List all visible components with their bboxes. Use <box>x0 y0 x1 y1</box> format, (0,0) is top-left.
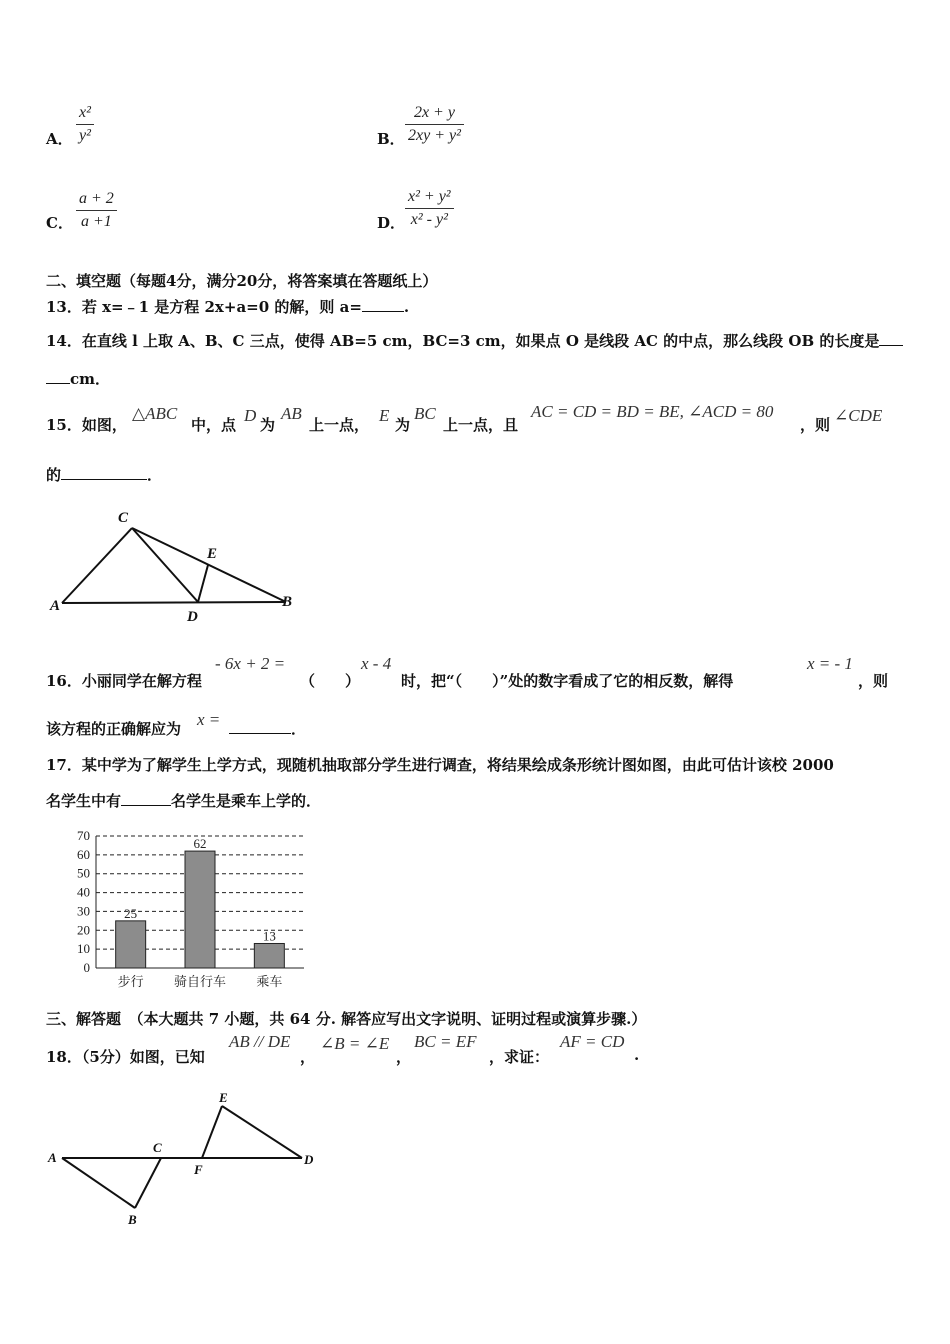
q15-answer-blank[interactable] <box>61 478 147 480</box>
option-d-numerator: x² + y² <box>405 188 454 209</box>
fig2-label-f: F <box>194 1162 203 1177</box>
y-tick-label-60: 60 <box>77 846 90 862</box>
q18-condition-2: ∠B = ∠E <box>320 1034 390 1053</box>
q16-line2-end <box>229 718 306 739</box>
q18-p1: 18．（5分）如图，已知 <box>46 1048 205 1066</box>
bar-2 <box>185 851 215 968</box>
fig1-label-b: B <box>282 594 293 610</box>
option-b-numerator: 2x + y <box>405 104 464 125</box>
option-b-label: B． <box>377 130 405 148</box>
q17-line2a: 名学生中有 <box>46 792 122 810</box>
q16-p2: 时，把“（ ）”处的数字看成了它的相反数，解得 <box>401 672 734 690</box>
q16-p1: 16．小丽同学在解方程 <box>46 672 202 690</box>
q17-line1: 17．某中学为了解学生上学方式，现随机抽取部分学生进行调查，将结果绘成条形统计图如图，由此可估计该校 2000 <box>46 756 834 774</box>
q14-line2-end: cm． <box>70 370 111 388</box>
q18-p2: ，求证： <box>489 1048 550 1066</box>
bar-value-label-2: 62 <box>193 836 207 852</box>
fig1-label-c: C <box>118 510 129 526</box>
fig2-segment-fe <box>202 1106 222 1158</box>
fig1-label-e: E <box>207 546 218 562</box>
q15-p7: ，则 <box>800 416 831 434</box>
q18-condition-3: BC = EF <box>414 1032 477 1051</box>
option-b-denominator: 2xy + y² <box>408 127 461 144</box>
fig2-label-b: B <box>128 1212 137 1227</box>
q15-ask-angle: ∠CDE <box>834 406 883 425</box>
y-tick-label-20: 20 <box>77 922 90 938</box>
q15-p3: 为 <box>260 416 276 434</box>
q16-rhs: x - 4 <box>361 654 392 673</box>
section2-heading: 二、填空题（每题4分，满分20分，将答案填在答题纸上） <box>46 272 438 290</box>
y-tick-label-10: 10 <box>77 941 90 957</box>
q16-paren: （ ） <box>300 672 361 690</box>
option-c-label: C． <box>46 214 73 232</box>
q13-answer-blank[interactable] <box>362 310 404 312</box>
q15-point-e: E <box>379 406 390 425</box>
x-category-label-2: 骑自行车 <box>173 974 227 989</box>
q15-p1: 15．如图， <box>46 416 127 434</box>
section3-heading: 三、解答题 （本大题共 7 小题，共 64 分. 解答应写出文字说明、证明过程或演算步骤.） <box>46 1010 647 1028</box>
q16-lhs: - 6x + 2 = <box>215 654 286 673</box>
fig2-label-d: D <box>304 1152 314 1167</box>
q15-p6: 上一点，且 <box>443 416 519 434</box>
bar-value-label-1: 25 <box>124 905 138 921</box>
q15-triangle: △ABC <box>132 404 178 423</box>
fig1-label-d: D <box>187 609 198 625</box>
q13-text: 13．若 x=﹣1 是方程 2x+a=0 的解，则 a= <box>46 298 362 316</box>
bar-3 <box>254 943 284 968</box>
q15-line2 <box>46 464 162 485</box>
question-14 <box>46 330 903 351</box>
y-tick-label-40: 40 <box>77 884 90 900</box>
q15-line2-text: 的 <box>46 466 62 484</box>
y-tick-label-70: 70 <box>77 828 90 843</box>
q17-answer-blank[interactable] <box>121 804 171 806</box>
bar-chart <box>60 826 320 996</box>
q15-point-d: D <box>244 406 257 425</box>
fig2-segment-ab <box>62 1158 135 1208</box>
fig2-segment-bc <box>135 1158 161 1208</box>
triangle-figure-1 <box>40 498 310 626</box>
q15-segment-bc: BC <box>414 404 436 423</box>
q18-sep-2: ， <box>396 1048 412 1066</box>
q18-condition-1: AB // DE <box>229 1032 291 1051</box>
q14-line1: 14．在直线 l 上取 A、B、C 三点，使得 AB=5 cm，BC=3 cm，如果点 O 是线段 AC 的中点，那么线段 OB 的长度是 <box>46 332 880 350</box>
x-category-label-1: 步行 <box>117 974 144 989</box>
option-b-fraction <box>405 104 464 145</box>
parallel-lines-figure <box>40 1084 330 1230</box>
fig2-label-a: A <box>48 1150 57 1165</box>
q15-p4: 上一点， <box>309 416 370 434</box>
y-tick-label-30: 30 <box>77 903 90 919</box>
q13-end: . <box>403 298 410 316</box>
q15-p5: 为 <box>395 416 411 434</box>
q16-p3: ，则 <box>858 672 889 690</box>
q15-segment-ab: AB <box>281 404 302 423</box>
bar-value-label-3: 13 <box>262 928 276 944</box>
q16-answer-blank[interactable] <box>229 732 291 734</box>
q17-line2b: 名学生是乘车上学的． <box>171 792 322 810</box>
option-a-fraction <box>76 104 94 145</box>
fig1-segment-ac <box>62 528 132 603</box>
option-a-denominator: y² <box>79 127 91 144</box>
fig2-label-c: C <box>153 1140 162 1155</box>
q14-answer-blank-b[interactable] <box>46 382 70 384</box>
option-a-label: A． <box>46 130 73 148</box>
q16-x-equals: x = <box>197 710 221 729</box>
y-tick-label-0: 0 <box>83 960 90 975</box>
fig2-segment-ed <box>222 1106 302 1158</box>
option-d-fraction <box>405 188 454 229</box>
fig1-segment-cd <box>132 528 198 602</box>
x-category-label-3: 乘车 <box>256 974 283 989</box>
q14-answer-blank-a[interactable] <box>879 344 903 346</box>
option-c-fraction <box>76 190 117 231</box>
q16-line2: 该方程的正确解应为 <box>46 720 182 738</box>
option-d-denominator: x² - y² <box>410 211 448 228</box>
fig1-label-a: A <box>50 598 61 614</box>
q15-p2: 中，点 <box>191 416 237 434</box>
y-tick-label-50: 50 <box>77 865 90 881</box>
bar-1 <box>116 921 146 968</box>
option-c-denominator: a +1 <box>81 213 112 230</box>
question-14-line2 <box>46 368 110 389</box>
fig1-segment-ab <box>62 602 286 603</box>
q18-end: . <box>634 1046 640 1064</box>
q18-sep-1: ， <box>300 1048 316 1066</box>
q16-end: ． <box>291 720 307 738</box>
q18-goal: AF = CD <box>560 1032 625 1051</box>
option-d-label: D． <box>377 214 406 232</box>
q16-solution: x = - 1 <box>807 654 853 673</box>
q17-line2 <box>46 790 321 811</box>
option-a-numerator: x² <box>76 104 94 125</box>
q15-condition: AC = CD = BD = BE, ∠ACD = 80 <box>531 402 774 421</box>
q15-end: ． <box>147 466 163 484</box>
option-c-numerator: a + 2 <box>76 190 117 211</box>
fig1-segment-cb <box>132 528 286 602</box>
question-13 <box>46 296 409 317</box>
fig1-segment-de <box>198 565 208 602</box>
fig2-label-e: E <box>219 1090 228 1105</box>
